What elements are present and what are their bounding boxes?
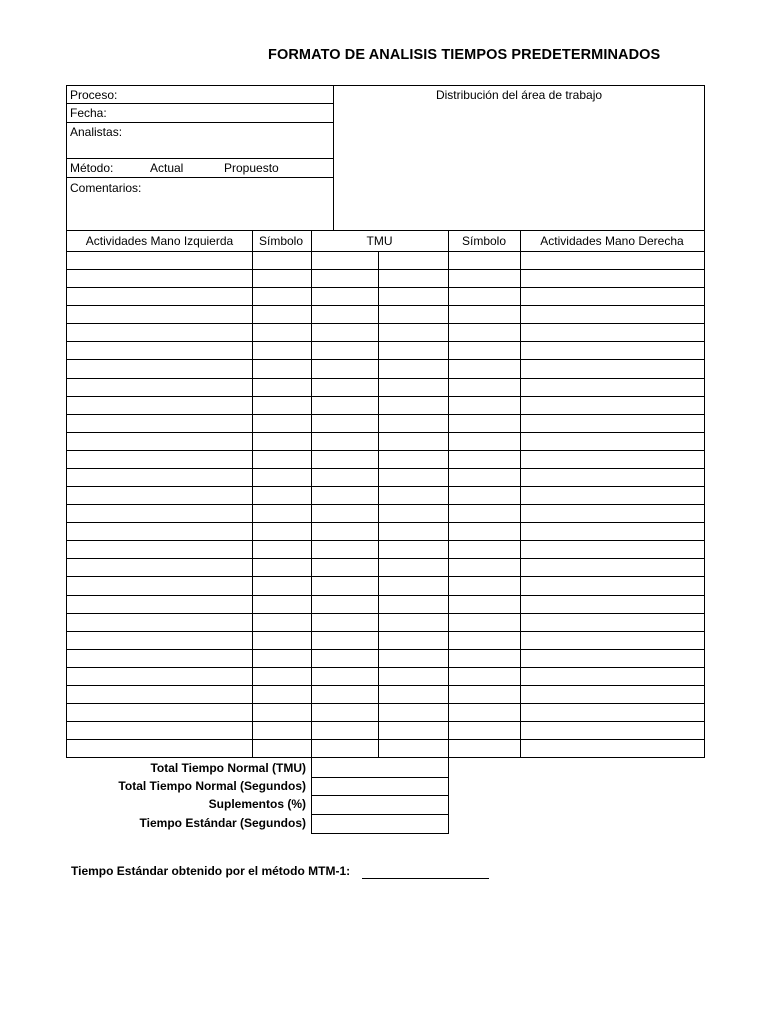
table-cell[interactable] (312, 541, 378, 558)
table-cell[interactable] (253, 487, 311, 504)
table-cell[interactable] (521, 704, 704, 721)
table-cell[interactable] (67, 523, 252, 540)
table-cell[interactable] (312, 523, 378, 540)
table-cell[interactable] (521, 650, 704, 667)
table-cell[interactable] (253, 596, 311, 613)
table-cell[interactable] (67, 614, 252, 631)
table-cell[interactable] (67, 288, 252, 305)
table-cell[interactable] (521, 541, 704, 558)
table-cell[interactable] (521, 632, 704, 649)
table-cell[interactable] (521, 469, 704, 486)
border-top (66, 85, 705, 86)
analistas-label: Analistas: (70, 125, 123, 139)
table-cell[interactable] (67, 397, 252, 414)
table-cell[interactable] (253, 306, 311, 323)
table-cell[interactable] (521, 505, 704, 522)
table-cell[interactable] (312, 451, 378, 468)
table-cell[interactable] (253, 379, 311, 396)
table-cell[interactable] (449, 559, 520, 576)
table-cell[interactable] (253, 614, 311, 631)
table-cell[interactable] (312, 614, 378, 631)
table-cell[interactable] (312, 577, 378, 594)
total-normal-seconds-label: Total Tiempo Normal (Segundos) (118, 779, 306, 793)
table-cell[interactable] (253, 722, 311, 739)
tiempo-estandar-label: Tiempo Estándar (Segundos) (139, 816, 306, 830)
table-cell[interactable] (449, 379, 520, 396)
table-cell[interactable] (312, 415, 378, 432)
table-cell[interactable] (449, 541, 520, 558)
table-cell[interactable] (449, 596, 520, 613)
table-cell[interactable] (521, 379, 704, 396)
table-cell[interactable] (521, 324, 704, 341)
table-cell[interactable] (67, 487, 252, 504)
table-cell[interactable] (449, 288, 520, 305)
table-cell[interactable] (521, 596, 704, 613)
metodo-label: Método: (70, 161, 114, 175)
table-cell[interactable] (449, 415, 520, 432)
table-cell[interactable] (379, 270, 448, 287)
table-cell[interactable] (67, 451, 252, 468)
table-cell[interactable] (253, 252, 311, 269)
table-cell[interactable] (449, 668, 520, 685)
table-cell[interactable] (379, 342, 448, 359)
table-cell[interactable] (312, 469, 378, 486)
table-cell[interactable] (67, 650, 252, 667)
table-cell[interactable] (379, 577, 448, 594)
table-cell[interactable] (449, 433, 520, 450)
table-cell[interactable] (521, 342, 704, 359)
table-cell[interactable] (379, 288, 448, 305)
table-cell[interactable] (312, 722, 378, 739)
table-cell[interactable] (379, 686, 448, 703)
table-cell[interactable] (253, 632, 311, 649)
table-cell[interactable] (312, 650, 378, 667)
header-left-symbol: Símbolo (258, 234, 304, 248)
table-cell[interactable] (449, 686, 520, 703)
table-cell[interactable] (449, 360, 520, 377)
table-cell[interactable] (253, 740, 311, 757)
analistas-line (66, 158, 334, 159)
table-cell[interactable] (67, 596, 252, 613)
table-cell[interactable] (379, 596, 448, 613)
table-cell[interactable] (312, 360, 378, 377)
table-cell[interactable] (253, 704, 311, 721)
table-cell[interactable] (379, 360, 448, 377)
table-cell[interactable] (253, 433, 311, 450)
table-cell[interactable] (449, 487, 520, 504)
table-cell[interactable] (67, 505, 252, 522)
table-cell[interactable] (521, 288, 704, 305)
proceso-label: Proceso: (70, 88, 118, 102)
table-cell[interactable] (312, 704, 378, 721)
table-cell[interactable] (312, 252, 378, 269)
table-cell[interactable] (67, 252, 252, 269)
table-cell[interactable] (521, 252, 704, 269)
table-cell[interactable] (253, 270, 311, 287)
table-cell[interactable] (253, 451, 311, 468)
header-right-activities: Actividades Mano Derecha (540, 234, 684, 248)
table-cell[interactable] (449, 397, 520, 414)
distribucion-label: Distribución del área de trabajo (435, 88, 603, 102)
table-cell[interactable] (67, 541, 252, 558)
table-cell[interactable] (312, 324, 378, 341)
totals-value-cell[interactable] (312, 815, 448, 833)
table-cell[interactable] (67, 469, 252, 486)
metodo-line (66, 177, 334, 178)
table-cell[interactable] (67, 686, 252, 703)
table-cell[interactable] (312, 306, 378, 323)
table-cell[interactable] (253, 523, 311, 540)
table-cell[interactable] (67, 632, 252, 649)
table-cell[interactable] (253, 577, 311, 594)
table-cell[interactable] (449, 451, 520, 468)
table-cell[interactable] (449, 722, 520, 739)
table-cell[interactable] (67, 270, 252, 287)
table-cell[interactable] (379, 505, 448, 522)
table-cell[interactable] (312, 559, 378, 576)
table-cell[interactable] (67, 379, 252, 396)
table-cell[interactable] (379, 541, 448, 558)
table-cell[interactable] (67, 668, 252, 685)
table-cell[interactable] (449, 704, 520, 721)
table-cell[interactable] (449, 523, 520, 540)
fecha-line (66, 122, 334, 123)
header-right-symbol: Símbolo (461, 234, 507, 248)
table-column-line (704, 230, 705, 758)
metodo-propuesto[interactable]: Propuesto (224, 161, 279, 175)
table-cell[interactable] (449, 252, 520, 269)
table-cell[interactable] (379, 397, 448, 414)
proceso-line (66, 103, 334, 104)
table-cell[interactable] (67, 577, 252, 594)
table-cell[interactable] (312, 686, 378, 703)
table-cell[interactable] (253, 397, 311, 414)
table-cell[interactable] (312, 632, 378, 649)
table-cell[interactable] (312, 342, 378, 359)
table-cell[interactable] (379, 469, 448, 486)
table-cell[interactable] (379, 415, 448, 432)
table-cell[interactable] (312, 270, 378, 287)
form-title: FORMATO DE ANALISIS TIEMPOS PREDETERMINADOS (268, 47, 661, 63)
total-normal-tmu-label: Total Tiempo Normal (TMU) (150, 761, 306, 775)
table-cell[interactable] (449, 740, 520, 757)
table-cell[interactable] (379, 451, 448, 468)
table-cell[interactable] (521, 523, 704, 540)
table-cell[interactable] (449, 306, 520, 323)
table-cell[interactable] (253, 505, 311, 522)
totals-value-cell[interactable] (312, 778, 448, 795)
table-cell[interactable] (521, 559, 704, 576)
table-cell[interactable] (253, 668, 311, 685)
table-cell[interactable] (312, 668, 378, 685)
totals-value-cell[interactable] (312, 796, 448, 814)
header-tmu: TMU (366, 234, 393, 248)
table-cell[interactable] (253, 541, 311, 558)
table-cell[interactable] (449, 469, 520, 486)
table-cell[interactable] (521, 306, 704, 323)
table-cell[interactable] (67, 559, 252, 576)
table-cell[interactable] (521, 451, 704, 468)
table-cell[interactable] (67, 433, 252, 450)
table-cell[interactable] (253, 559, 311, 576)
table-cell[interactable] (67, 342, 252, 359)
table-cell[interactable] (312, 288, 378, 305)
table-cell[interactable] (312, 487, 378, 504)
table-cell[interactable] (521, 415, 704, 432)
totals-row-line (311, 833, 449, 834)
table-cell[interactable] (379, 324, 448, 341)
table-cell[interactable] (449, 324, 520, 341)
totals-value-cell[interactable] (312, 758, 448, 777)
table-cell[interactable] (312, 505, 378, 522)
table-cell[interactable] (379, 559, 448, 576)
table-cell[interactable] (449, 614, 520, 631)
table-cell[interactable] (67, 324, 252, 341)
table-cell[interactable] (521, 722, 704, 739)
table-cell[interactable] (253, 342, 311, 359)
table-cell[interactable] (312, 379, 378, 396)
table-cell[interactable] (521, 668, 704, 685)
table-cell[interactable] (67, 740, 252, 757)
table-cell[interactable] (521, 433, 704, 450)
table-cell[interactable] (67, 306, 252, 323)
table-cell[interactable] (67, 360, 252, 377)
table-cell[interactable] (379, 632, 448, 649)
header-left-activities: Actividades Mano Izquierda (85, 234, 234, 248)
table-cell[interactable] (67, 722, 252, 739)
table-cell[interactable] (312, 596, 378, 613)
table-cell[interactable] (379, 614, 448, 631)
table-cell[interactable] (253, 650, 311, 667)
table-cell[interactable] (253, 686, 311, 703)
table-cell[interactable] (379, 668, 448, 685)
table-cell[interactable] (449, 650, 520, 667)
table-cell[interactable] (379, 306, 448, 323)
table-cell[interactable] (379, 650, 448, 667)
mtm-answer-line[interactable] (362, 864, 489, 879)
table-cell[interactable] (379, 523, 448, 540)
table-cell[interactable] (253, 469, 311, 486)
table-cell[interactable] (521, 686, 704, 703)
table-cell[interactable] (521, 487, 704, 504)
table-cell[interactable] (253, 415, 311, 432)
table-cell[interactable] (521, 577, 704, 594)
table-cell[interactable] (521, 270, 704, 287)
suplementos-label: Suplementos (%) (208, 797, 306, 811)
table-cell[interactable] (379, 433, 448, 450)
table-cell[interactable] (379, 722, 448, 739)
fecha-label: Fecha: (70, 106, 107, 120)
border-right (704, 85, 705, 230)
table-cell[interactable] (379, 704, 448, 721)
table-cell[interactable] (449, 577, 520, 594)
mtm-label: Tiempo Estándar obtenido por el método MTM-1: (71, 864, 351, 878)
totals-right-line (448, 757, 449, 834)
table-cell[interactable] (312, 740, 378, 757)
table-cell[interactable] (67, 415, 252, 432)
table-cell[interactable] (379, 740, 448, 757)
table-cell[interactable] (379, 252, 448, 269)
metodo-actual[interactable]: Actual (150, 161, 184, 175)
table-cell[interactable] (521, 740, 704, 757)
table-cell[interactable] (521, 614, 704, 631)
table-cell[interactable] (521, 397, 704, 414)
table-cell[interactable] (253, 324, 311, 341)
table-cell[interactable] (312, 397, 378, 414)
table-cell[interactable] (521, 360, 704, 377)
comentarios-label: Comentarios: (70, 181, 142, 195)
table-cell[interactable] (253, 288, 311, 305)
table-cell[interactable] (379, 379, 448, 396)
table-cell[interactable] (449, 505, 520, 522)
table-cell[interactable] (379, 487, 448, 504)
table-cell[interactable] (449, 342, 520, 359)
table-cell[interactable] (449, 270, 520, 287)
table-cell[interactable] (67, 704, 252, 721)
table-top-line (66, 230, 705, 231)
table-cell[interactable] (253, 360, 311, 377)
table-cell[interactable] (312, 433, 378, 450)
table-cell[interactable] (449, 632, 520, 649)
